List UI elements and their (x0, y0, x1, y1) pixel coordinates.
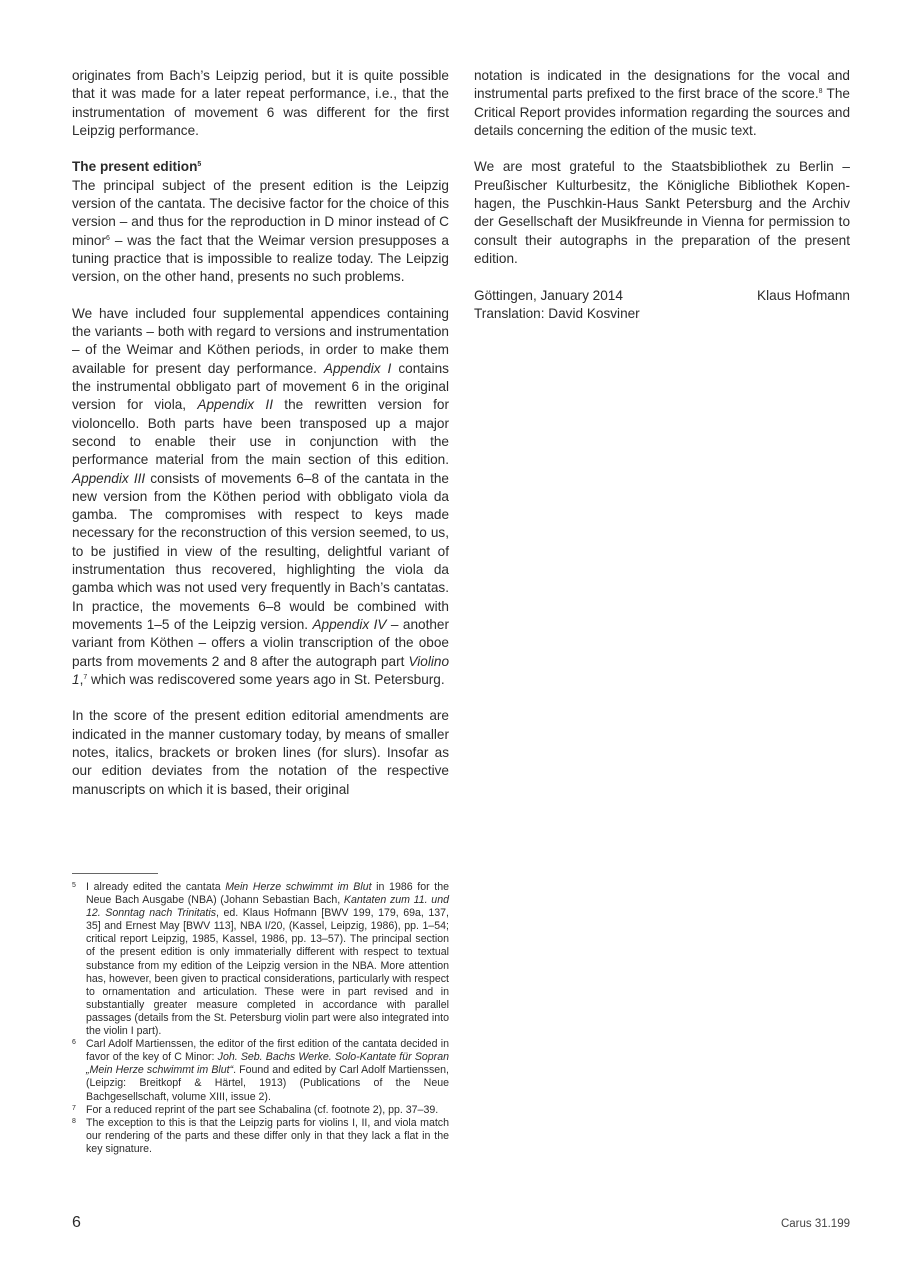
footnotes (72, 873, 449, 1156)
paragraph: In the score of the present edition editorial amendments are indicated in the manner customary today, by means of smaller notes, italics, brackets or broken lines (for slurs). Insofar as our edition deviates from the notation of the respective manuscripts on which it is based, their original (72, 708, 449, 797)
author-name: Klaus Hofmann (757, 287, 850, 303)
paragraph: notation is indicated in the designations for the vocal and instrumental parts prefixed to the first brace of the score.$^8$ The Critical Report provides information regarding the sources and details concerning the edition of the music text. (474, 68, 850, 138)
footnote: 7 For a reduced reprint of the part see Schabalina (cf. footnote 2), pp. 37–39. (72, 1103, 439, 1116)
footnote: 6 Carl Adolf Martienssen, the editor of the first edition of the cantata decided in favor of the key of C Minor: Joh. Seb. Bachs Werke. Solo-Kantate für Sopran „Mein Herze schwimmt im Blut“. Found and edited by Carl Adolf Martienssen, (Leipzig: Breitkopf & Härtel, 1913) (Publications of the Neue Bachgesellschaft, volume XIII, issue 2). (72, 1038, 449, 1103)
footnote: 8 The exception to this is that the Leipzig parts for violins I, II, and viola match our rendering of the parts and these differ only in that they lack a flat in the key signature. (72, 1116, 449, 1155)
section-heading: The present edition$^5$ (72, 159, 202, 175)
translator-credit: Translation: David Kosviner (474, 305, 640, 321)
left-column (72, 67, 449, 817)
paragraph: The principal subject of the present edition is the Leipzig version of the cantata. The decisive factor for the choice of this version – and thus for the reproduction in D minor instead of C minor$^6$ – was the fact that the Weimar version presupposes a tuning practice that is impossible to realize today. The Leipzig version, on the other hand, presents no such problems. (72, 177, 449, 285)
paragraph: We are most grateful to the Staatsbibliothek zu Berlin – Preußischer Kulturbesitz, the Königliche Bibliothek Kopenhagen, the Puschkin-Haus Sankt Petersburg and the Archiv der Gesellschaft der Musikfreunde in Vienna for permission to consult their autographs in the preparation of the present edition. (474, 159, 850, 266)
place-date: Göttingen, January 2014 (474, 287, 623, 303)
footnote-divider (72, 873, 158, 874)
footnote-ref[interactable]: 8 (818, 88, 823, 96)
right-column (474, 67, 850, 323)
footnote-ref[interactable]: 6 (106, 234, 110, 242)
footnote-ref[interactable]: 5 (197, 161, 202, 169)
signature-line (474, 287, 850, 305)
paragraph: originates from Bach’s Leipzig period, but it is quite possible that it was made for a later repeat performance, i.e., that the instrumentation of movement 6 was different for the first Leipzig performance. (72, 68, 449, 138)
publisher-reference: Carus 31.199 (780, 1218, 850, 1230)
paragraph: We have included four supplemental appendices containing the variants – both with regard to versions and instrumentation – of the Weimar and Köthen periods, in order to make them available for present day performance. Appendix I contains the instrumental obbligato part of movement 6 in the original version for viola, Appendix II the rewritten version for violoncello. Both parts have been transposed up a major second to enable their use in conjunction with the performance material from the main section of this edition. Appendix III consists of movements 6–8 of the cantata in the new version from the Köthen period with obbligato viola da gamba. The compromises with respect to keys made necessary for the reconstruction of this version seemed, to us, to be justified in view of the resulting, delightful variant of instrumentation thus recovered, highlighting the viola da gamba which was not used very frequently in Bach’s cantatas. In practice, the movements 6–8 would be combined with movements 1–5 of the Leipzig version. Appendix IV – another variant from Köthen – offers a violin transcription of the oboe parts from movements 2 and 8 after the autograph part Violino 1,$^7$ which was rediscovered some years ago in St. Petersburg. (72, 305, 450, 687)
footnote: 5 I already edited the cantata Mein Herze schwimmt im Blut in 1986 for the Neue Bach Ausgabe (NBA) (Johann Sebastian Bach, Kantaten zum 11. und 12. Sonntag nach Trinitatis, ed. Klaus Hofmann [BWV 199, 179, 69a, 137, 35] and Ernest May [BWV 113], NBA I/20, (Kassel, Leipzig, 1986), pp. 1–54; critical report Leipzig, 1985, Kassel, 1986, pp. 13–57). The principal section of the present edition is only immaterially different with respect to textual substance from my edition of the Leipzig version in the NBA. More attention has, however, been given to practical considerations, particularly with respect to ornamentation and articulation. These were in part revised and in substantially greater measure completed in accordance with parallel passages (details from the St. Petersburg violin part were also integrated into the violin I part). (72, 881, 449, 1038)
page-number: 6 (72, 1214, 81, 1231)
footnote-ref[interactable]: 7 (83, 673, 88, 681)
